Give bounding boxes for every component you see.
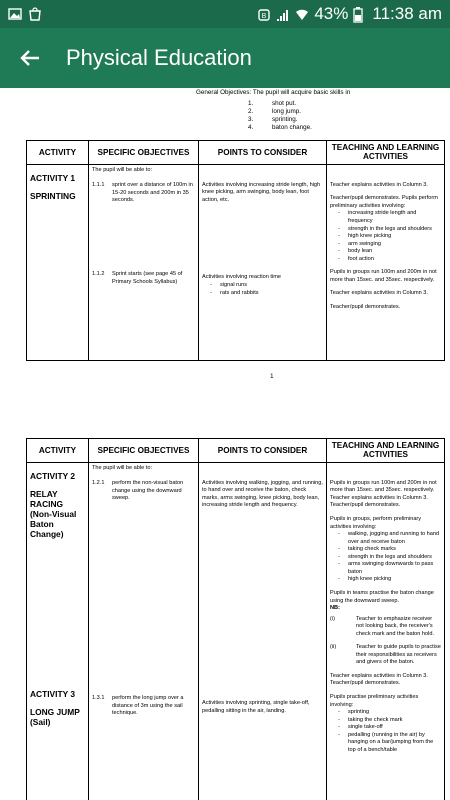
points-text: Activities involving walking, jogging, and running, to hand over and receive the baton, check marks, arms swinging, knee picking, body lean, increasing stride length and frequency. [202, 479, 323, 509]
teaching-list: - sprinting - taking the check mark - single take-off - pedalling (running in the air) by hanging on a bar/jumping from the top of a bench/table [330, 709, 441, 754]
nb-item: (i) Teacher to emphasize receiver not looking back, the receiver's check mark and the baton hold. [330, 615, 435, 637]
store-notification-icon [28, 7, 42, 21]
intro-text: The pupil will be able to: [92, 166, 153, 173]
document-viewer[interactable] [0, 88, 450, 800]
activity-table-2 [26, 438, 445, 800]
activity-cell [27, 164, 89, 360]
activity-title: ACTIVITY 1 [30, 172, 75, 183]
list-item: 4. baton change. [248, 124, 312, 131]
header-activity: ACTIVITY [27, 141, 89, 165]
battery-icon [353, 7, 367, 21]
teaching-text: Teacher explains activities in Column 3. [330, 181, 428, 188]
nb-item: (ii) Teacher to guide pupils to practise their responsibilities as receivers and givers of the baton. [330, 644, 441, 666]
arrow-back-icon [19, 47, 41, 69]
svg-text:B: B [262, 13, 267, 20]
objectives-cell [89, 164, 199, 360]
header-teaching: TEACHING AND LEARNING ACTIVITIES [327, 439, 445, 463]
teaching-text: Pupils in groups run 100m and 200m in not more than 15sec. and 35sec. respectively. [330, 269, 437, 283]
header-points: POINTS TO CONSIDER [199, 439, 327, 463]
teaching-text: Teacher/pupil demonstrates. [330, 303, 401, 310]
objectives-list [248, 100, 312, 132]
intro-text: The pupil will be able to: [92, 464, 153, 471]
activity-name: LONG JUMP (Sail) [30, 707, 80, 728]
teaching-list: - walking, jogging and running to hand over and receive baton - taking check marks - strength in the legs and shoulders - arms swinging downwards to pass baton - high knee picking [330, 531, 441, 584]
data-saver-icon [257, 7, 271, 21]
back-button[interactable] [0, 28, 60, 88]
list-item: 2. long jump. [248, 108, 302, 115]
status-bar [0, 0, 450, 28]
objective-item: 1.2.1 perform the non-visual baton change using the downward sweep. [92, 480, 184, 502]
objective-item: 1.1.2 Sprint starts (see page 45 of Primary Schools Syllabus) [92, 271, 183, 285]
battery-percent: 43% [314, 4, 349, 23]
activity-title: ACTIVITY 3 [30, 689, 75, 700]
page-title: Physical Education [66, 45, 252, 70]
teaching-text: Pupils in teams practise the baton change using the downward sweep. [330, 589, 434, 604]
header-specific-objectives: SPECIFIC OBJECTIVES [89, 141, 199, 165]
activity-name: RELAY RACING (Non-Visual Baton Change) [30, 488, 77, 540]
objectives-cell [89, 462, 199, 800]
wifi-icon [295, 7, 309, 21]
teaching-text: Teacher explains activities in Column 3. Teacher/pupil demonstrates. [330, 494, 428, 509]
objective-item: 1.3.1 perform the long jump over a distance of 3m using the sail technique. [92, 695, 184, 717]
teaching-text: Teacher/pupil demonstrates. Pupils perform preliminary activities involving: [330, 195, 438, 209]
header-teaching: TEACHING AND LEARNING ACTIVITIES [327, 141, 445, 165]
teaching-list: - increasing stride length and frequency - strength in the legs and shoulders - high knee picking - arm swinging - body lean - foot action [330, 210, 441, 263]
list-item: 3. sprinting. [248, 116, 298, 123]
points-text: Activities involving reaction time [202, 274, 281, 281]
activity-table-1 [26, 140, 445, 361]
activity-title: ACTIVITY 2 [30, 470, 75, 481]
teaching-cell [327, 462, 445, 800]
clock: 11:38 am [372, 4, 442, 23]
teaching-text: Pupils practise preliminary activities involving: [330, 693, 419, 708]
teaching-cell [327, 164, 445, 360]
header-specific-objectives: SPECIFIC OBJECTIVES [89, 439, 199, 463]
general-objectives: General Objectives: The pupil will acquire basic skills in [196, 89, 351, 96]
image-notification-icon [8, 7, 22, 21]
page-number: 1 [270, 373, 274, 380]
header-points: POINTS TO CONSIDER [199, 141, 327, 165]
list-item: 1. shot put. [248, 100, 297, 107]
teaching-text: Pupils in groups, perform preliminary activities involving: [330, 516, 422, 530]
points-text: Activities involving sprinting, single take-off, pedalling sitting in the air, landing. [202, 700, 310, 714]
header-activity: ACTIVITY [27, 439, 89, 463]
teaching-text: Pupils in groups run 100m and 200m in not more than 15sec. and 35sec. respectively. [330, 479, 437, 494]
activity-name: SPRINTING [30, 190, 76, 201]
nb-label: NB: [330, 605, 340, 612]
points-cell [199, 164, 327, 360]
cellular-signal-icon [276, 7, 290, 21]
points-text: Activities involving increasing stride length, high knee picking, arm swinging, body lean, foot action, etc. [202, 181, 321, 203]
points-list: - signal runs - rats and rabbits [202, 282, 323, 297]
teaching-text: Teacher explains activities in Column 3. Teacher/pupil demonstrates. [330, 672, 428, 687]
activity-cell [27, 462, 89, 800]
points-cell [199, 462, 327, 800]
app-bar [0, 28, 450, 88]
objective-item: 1.1.1 sprint over a distance of 100m in 15-20 seconds and 200m in 35 seconds. [92, 182, 193, 204]
teaching-text: Teacher explains activities in Column 3. [330, 290, 428, 297]
